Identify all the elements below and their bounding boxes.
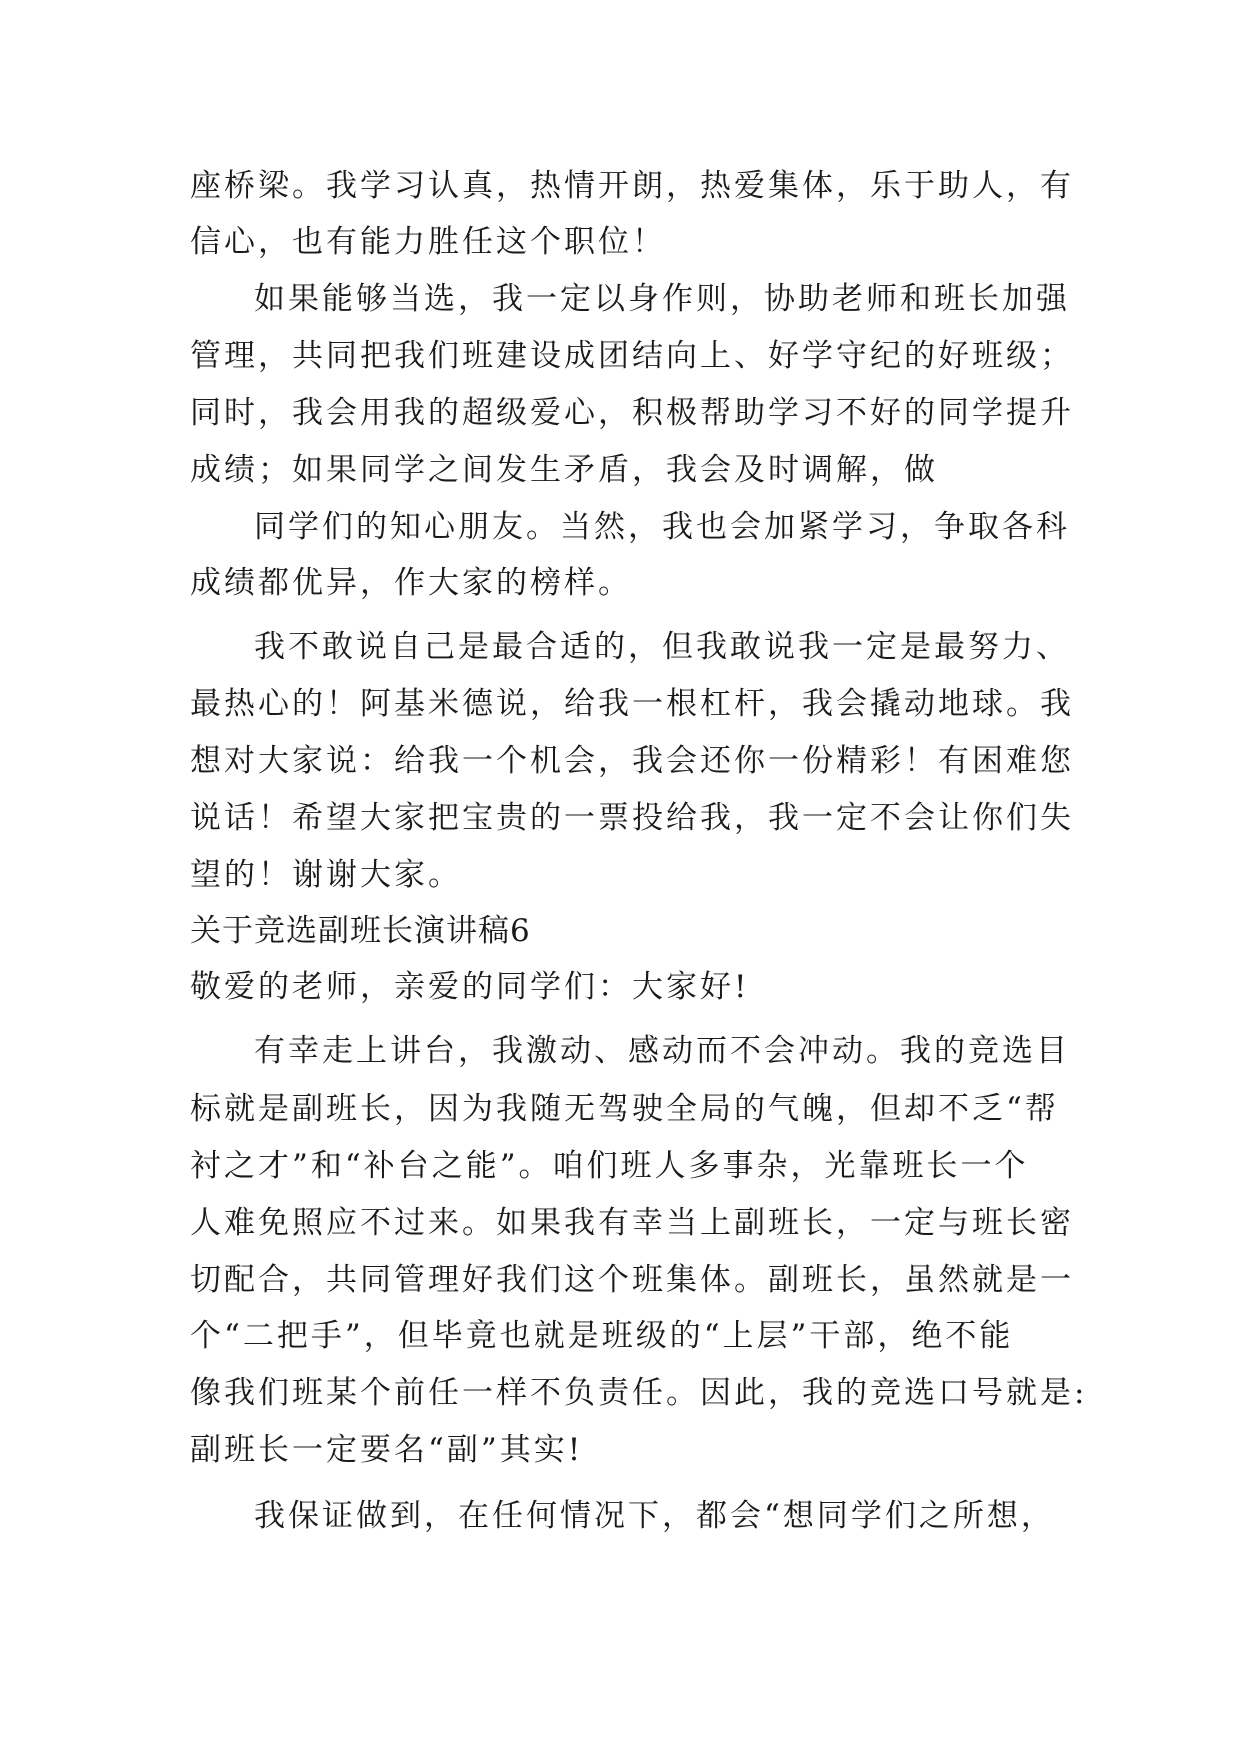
text-line: 最热心的！阿基米德说，给我一根杠杆，我会撬动地球。我 — [190, 686, 1074, 722]
paragraph-first-line: 同学们的知心朋友。当然，我也会加紧学习，争取各科 — [254, 509, 1070, 545]
greeting-line: 敬爱的老师，亲爱的同学们：大家好! — [190, 969, 750, 1005]
text-line: 衬之才”和“补台之能”。咱们班人多事杂，光靠班长一个 — [190, 1148, 1029, 1184]
text-line: 副班长一定要名“副”其实! — [190, 1432, 584, 1468]
paragraph-first-line: 我保证做到，在任何情况下，都会“想同学们之所想， — [254, 1498, 1055, 1534]
text-line: 信心，也有能力胜任这个职位！ — [190, 224, 666, 260]
paragraph-first-line: 我不敢说自己是最合适的，但我敢说我一定是最努力、 — [254, 629, 1070, 665]
text-line: 成绩都优异，作大家的榜样。 — [190, 565, 632, 601]
text-line: 切配合，共同管理好我们这个班集体。副班长，虽然就是一 — [190, 1262, 1074, 1298]
text-line: 人难免照应不过来。如果我有幸当上副班长，一定与班长密 — [190, 1205, 1074, 1241]
text-line: 标就是副班长，因为我随无驾驶全局的气魄，但却不乏“帮 — [190, 1091, 1059, 1127]
section-heading: 关于竞选副班长演讲稿6 — [190, 913, 531, 949]
text-line: 望的！谢谢大家。 — [190, 857, 462, 893]
paragraph-first-line: 有幸走上讲台，我激动、感动而不会冲动。我的竞选目 — [254, 1033, 1070, 1069]
text-line: 想对大家说：给我一个机会，我会还你一份精彩！有困难您 — [190, 743, 1074, 779]
text-line: 说话！希望大家把宝贵的一票投给我，我一定不会让你们失 — [190, 800, 1074, 836]
text-line: 像我们班某个前任一样不负责任。因此，我的竞选口号就是: — [190, 1375, 1088, 1411]
paragraph-first-line: 如果能够当选，我一定以身作则，协助老师和班长加强 — [254, 281, 1070, 317]
text-line: 成绩；如果同学之间发生矛盾，我会及时调解，做 — [190, 452, 938, 488]
text-line: 管理，共同把我们班建设成团结向上、好学守纪的好班级； — [190, 338, 1074, 374]
text-line: 座桥梁。我学习认真，热情开朗，热爱集体，乐于助人，有 — [190, 168, 1074, 204]
text-line: 个“二把手”，但毕竟也就是班级的“上层”干部，绝不能 — [190, 1318, 1014, 1354]
text-line: 同时，我会用我的超级爱心，积极帮助学习不好的同学提升 — [190, 395, 1074, 431]
